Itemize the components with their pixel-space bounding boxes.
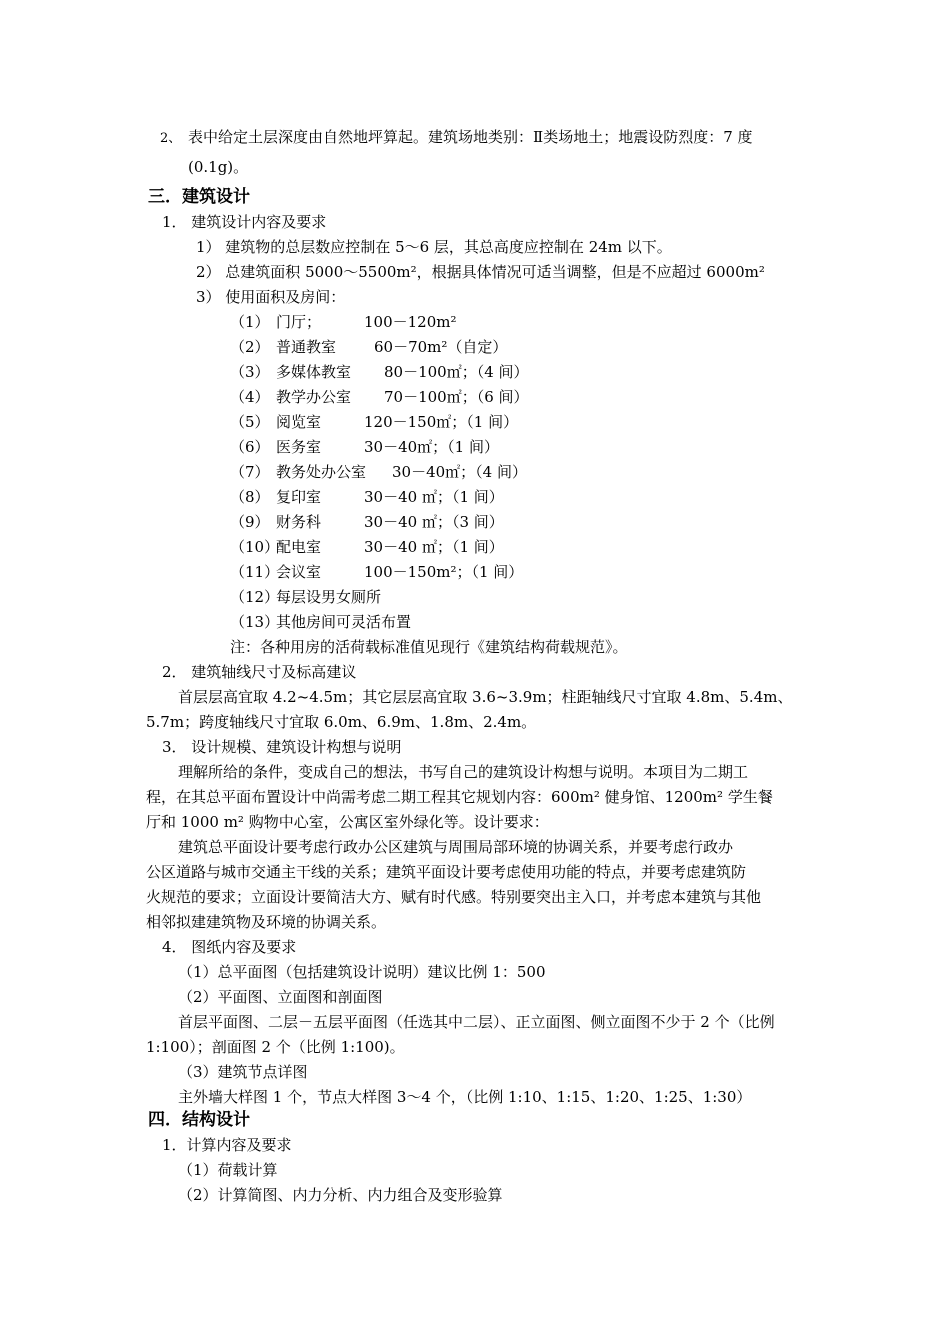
s3-item3-p1-line: 程，在其总平面布置设计中尚需考虑二期工程其它规划内容：600m² 健身馆、1200m² 学生餐 (146, 788, 773, 806)
room-item: （1） 门厅； 100－120m² (230, 313, 457, 331)
s3-load-note: 注：各种用房的活荷载标准值见现行《建筑结构荷载规范》。 (230, 638, 628, 656)
note2-number: 2、 (160, 131, 182, 146)
s3-item4-title: 4． 图纸内容及要求 (162, 938, 297, 956)
s3-item4-d2b: 1:100）；剖面图 2 个（比例 1:100)。 (146, 1038, 405, 1056)
note2-text: 表中给定土层深度由自然地坪算起。建筑场地类别：Ⅱ类场地土；地震设防烈度：7 度 (188, 128, 753, 146)
room-item: （3） 多媒体教室 80－100㎡；（4 间） (230, 363, 529, 381)
s3-item3-p1-line: 厅和 1000 m² 购物中心室，公寓区室外绿化等。设计要求： (146, 813, 549, 831)
room-item: （10）配电室 30－40 ㎡；（1 间） (230, 538, 504, 556)
s3-item2-line1: 首层层高宜取 4.2~4.5m；其它层层高宜取 3.6~3.9m；柱距轴线尺寸宜取 4.8m、5.4m、 (178, 688, 793, 706)
section3-heading: 三．建筑设计 (148, 187, 250, 207)
s3-item4-d3a: 主外墙大样图 1 个，节点大样图 3～4 个，（比例 1:10、1:15、1:20、1:25、1:30） (178, 1088, 752, 1106)
room-item: （2） 普通教室 60－70m²（自定） (230, 338, 508, 356)
s3-item4-d1: （1）总平面图（包括建筑设计说明）建议比例 1：500 (178, 963, 546, 981)
room-item: （13）其他房间可灵活布置 (230, 613, 412, 631)
s3-item4-d2a: 首层平面图、二层－五层平面图（任选其中二层）、正立面图、侧立面图不少于 2 个（比例 (178, 1013, 775, 1031)
s3-item3-p1-line: 理解所给的条件，变成自己的想法，书写自己的建筑设计构想与说明。本项目为二期工 (178, 763, 749, 781)
s3-req2: 2） 总建筑面积 5000～5500m²，根据具体情况可适当调整，但是不应超过 6000m² (196, 263, 765, 281)
s3-item3-p2-line: 建筑总平面设计要考虑行政办公区建筑与周围局部环境的协调关系，并要考虑行政办 (178, 838, 734, 856)
s3-item3-title: 3． 设计规模、建筑设计构想与说明 (162, 738, 402, 756)
s3-item4-d3: （3）建筑节点详图 (178, 1063, 308, 1081)
s3-item3-p2-line: 相邻拟建建筑物及环境的协调关系。 (146, 913, 387, 931)
room-item: （12）每层设男女厕所 (230, 588, 382, 606)
s3-item3-p2-line: 公区道路与城市交通主干线的关系；建筑平面设计要考虑使用功能的特点，并要考虑建筑防 (146, 863, 747, 881)
room-item: （6） 医务室 30－40㎡；（1 间） (230, 438, 499, 456)
s3-req3: 3） 使用面积及房间： (196, 288, 346, 306)
s3-item2-line2: 5.7m；跨度轴线尺寸宜取 6.0m、6.9m、1.8m、2.4m。 (146, 713, 537, 731)
s3-req1: 1） 建筑物的总层数应控制在 5～6 层，其总高度应控制在 24m 以下。 (196, 238, 672, 256)
s4-item1-title: 1．计算内容及要求 (162, 1136, 292, 1154)
section4-heading: 四．结构设计 (148, 1110, 250, 1130)
room-item: （5） 阅览室 120－150㎡；（1 间） (230, 413, 519, 431)
s4-c2: （2）计算简图、内力分析、内力组合及变形验算 (178, 1186, 503, 1204)
note2-line1 (160, 127, 753, 149)
s3-item3-p2-line: 火规范的要求；立面设计要简洁大方、赋有时代感。特别要突出主入口，并考虑本建筑与其他 (146, 888, 762, 906)
s3-item1-title: 1． 建筑设计内容及要求 (162, 213, 327, 231)
room-item: （4） 教学办公室 70－100㎡；（6 间） (230, 388, 529, 406)
room-item: （7） 教务处办公室 30－40㎡；（4 间） (230, 463, 527, 481)
room-item: （9） 财务科 30－40 ㎡；（3 间） (230, 513, 504, 531)
s4-c1: （1）荷载计算 (178, 1161, 278, 1179)
s3-item2-title: 2． 建筑轴线尺寸及标高建议 (162, 663, 357, 681)
s3-item4-d2: （2）平面图、立面图和剖面图 (178, 988, 383, 1006)
note2-line2: (0.1g)。 (188, 158, 249, 176)
room-item: （8） 复印室 30－40 ㎡；（1 间） (230, 488, 504, 506)
room-item: （11）会议室 100－150m²；（1 间） (230, 563, 524, 581)
